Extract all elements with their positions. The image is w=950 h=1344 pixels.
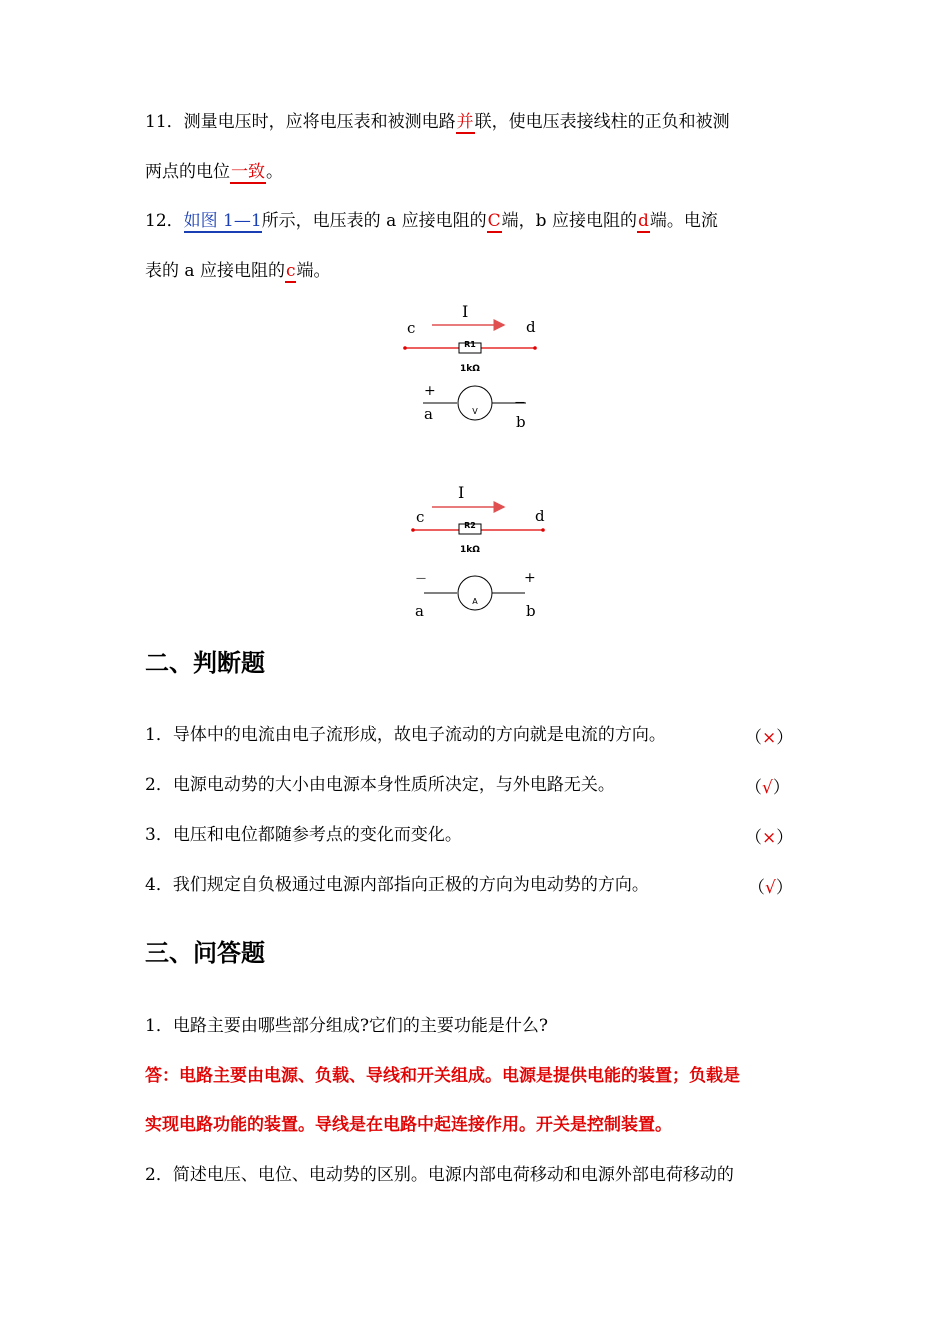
answer-blank: d [637, 211, 649, 231]
node-label-c: c [407, 319, 416, 337]
terminal-dot [533, 346, 537, 350]
question-11-line-1 [145, 110, 730, 134]
question-12-line-1 [145, 209, 718, 233]
question-text: 联，使电压表接线柱的正负和被测 [474, 112, 730, 132]
answer-blank: c [285, 261, 296, 281]
plus-sign: + [424, 383, 436, 399]
meter-terminal-b: b [516, 413, 526, 431]
paren-open: （ [745, 828, 762, 848]
current-label: I [458, 483, 465, 502]
meter-symbol: A [472, 597, 478, 606]
resistor-name: R1 [464, 340, 476, 349]
ammeter-circuit [411, 483, 545, 620]
node-label-d: d [535, 507, 545, 525]
current-label: I [462, 302, 469, 321]
section-title-qa: 三、问答题 [145, 939, 265, 967]
paren-close: ） [776, 828, 794, 848]
question-text: 端，b 应接电阻的 [501, 211, 637, 231]
question-number: 11． [145, 112, 184, 132]
node-label-c: c [416, 508, 425, 526]
terminal-dot [541, 528, 545, 532]
meter-terminal-a: a [424, 405, 433, 423]
qa-answer-line: 答：电路主要由电源、负载、导线和开关组成。电源是提供电能的装置；负载是 [145, 1066, 740, 1086]
question-text: 端。电流 [649, 211, 718, 231]
question-text: 端。 [296, 261, 331, 281]
terminal-dot [403, 346, 407, 350]
meter-terminal-a: a [415, 602, 424, 620]
resistor-value: 1kΩ [460, 545, 480, 555]
voltmeter-circuit [403, 302, 537, 431]
qa-answer-line: 实现电路功能的装置。导线是在电路中起连接作用。开关是控制装置。 [145, 1115, 672, 1135]
circuit-figure [380, 295, 580, 630]
answer-blank: C [487, 211, 501, 231]
check-mark-icon: √ [762, 778, 773, 798]
judgment-item: 4．我们规定自负极通过电源内部指向正极的方向为电动势的方向。 [145, 875, 649, 895]
resistor-name: R2 [464, 521, 476, 530]
answer-blank: 并 [456, 112, 474, 132]
judgment-mark [745, 823, 793, 848]
answer-blank: 一致 [231, 162, 265, 182]
minus-sign: — [416, 573, 426, 584]
question-number: 12． [145, 211, 184, 231]
resistor-value: 1kΩ [460, 364, 480, 374]
question-12-line-2 [145, 259, 330, 283]
check-mark-icon: √ [765, 878, 776, 898]
meter-terminal-b: b [526, 602, 536, 620]
paren-open: （ [745, 728, 762, 748]
cross-mark-icon: × [762, 728, 777, 748]
figure-reference-link[interactable]: 如图 1—1 [183, 211, 262, 231]
cross-mark-icon: × [762, 828, 777, 848]
question-text: 所示，电压表的 a 应接电阻的 [261, 211, 487, 231]
section-title-true-false: 二、判断题 [145, 649, 265, 677]
judgment-item: 1．导体中的电流由电子流形成，故电子流动的方向就是电流的方向。 [145, 725, 666, 745]
minus-sign: — [515, 397, 525, 408]
plus-sign: + [524, 570, 536, 586]
question-11-line-2 [145, 160, 283, 184]
paren-open: （ [748, 878, 765, 898]
paren-open: （ [745, 778, 762, 798]
paren-close: ） [775, 878, 793, 898]
paren-close: ） [772, 778, 790, 798]
question-text: 。 [266, 162, 283, 182]
question-text: 表的 a 应接电阻的 [145, 261, 285, 281]
meter-symbol: V [472, 407, 478, 416]
qa-question: 2．简述电压、电位、电动势的区别。电源内部电荷移动和电源外部电荷移动的 [145, 1165, 734, 1185]
paren-close: ） [776, 728, 794, 748]
judgment-item: 2．电源电动势的大小由电源本身性质所决定，与外电路无关。 [145, 775, 615, 795]
judgment-mark [745, 773, 790, 798]
judgment-mark [745, 723, 793, 748]
node-label-d: d [526, 318, 536, 336]
judgment-mark [748, 873, 793, 898]
question-text: 两点的电位 [145, 162, 230, 182]
qa-question: 1．电路主要由哪些部分组成?它们的主要功能是什么? [145, 1016, 549, 1036]
judgment-item: 3．电压和电位都随参考点的变化而变化。 [145, 825, 462, 845]
terminal-dot [411, 528, 415, 532]
question-text: 测量电压时，应将电压表和被测电路 [183, 112, 456, 132]
